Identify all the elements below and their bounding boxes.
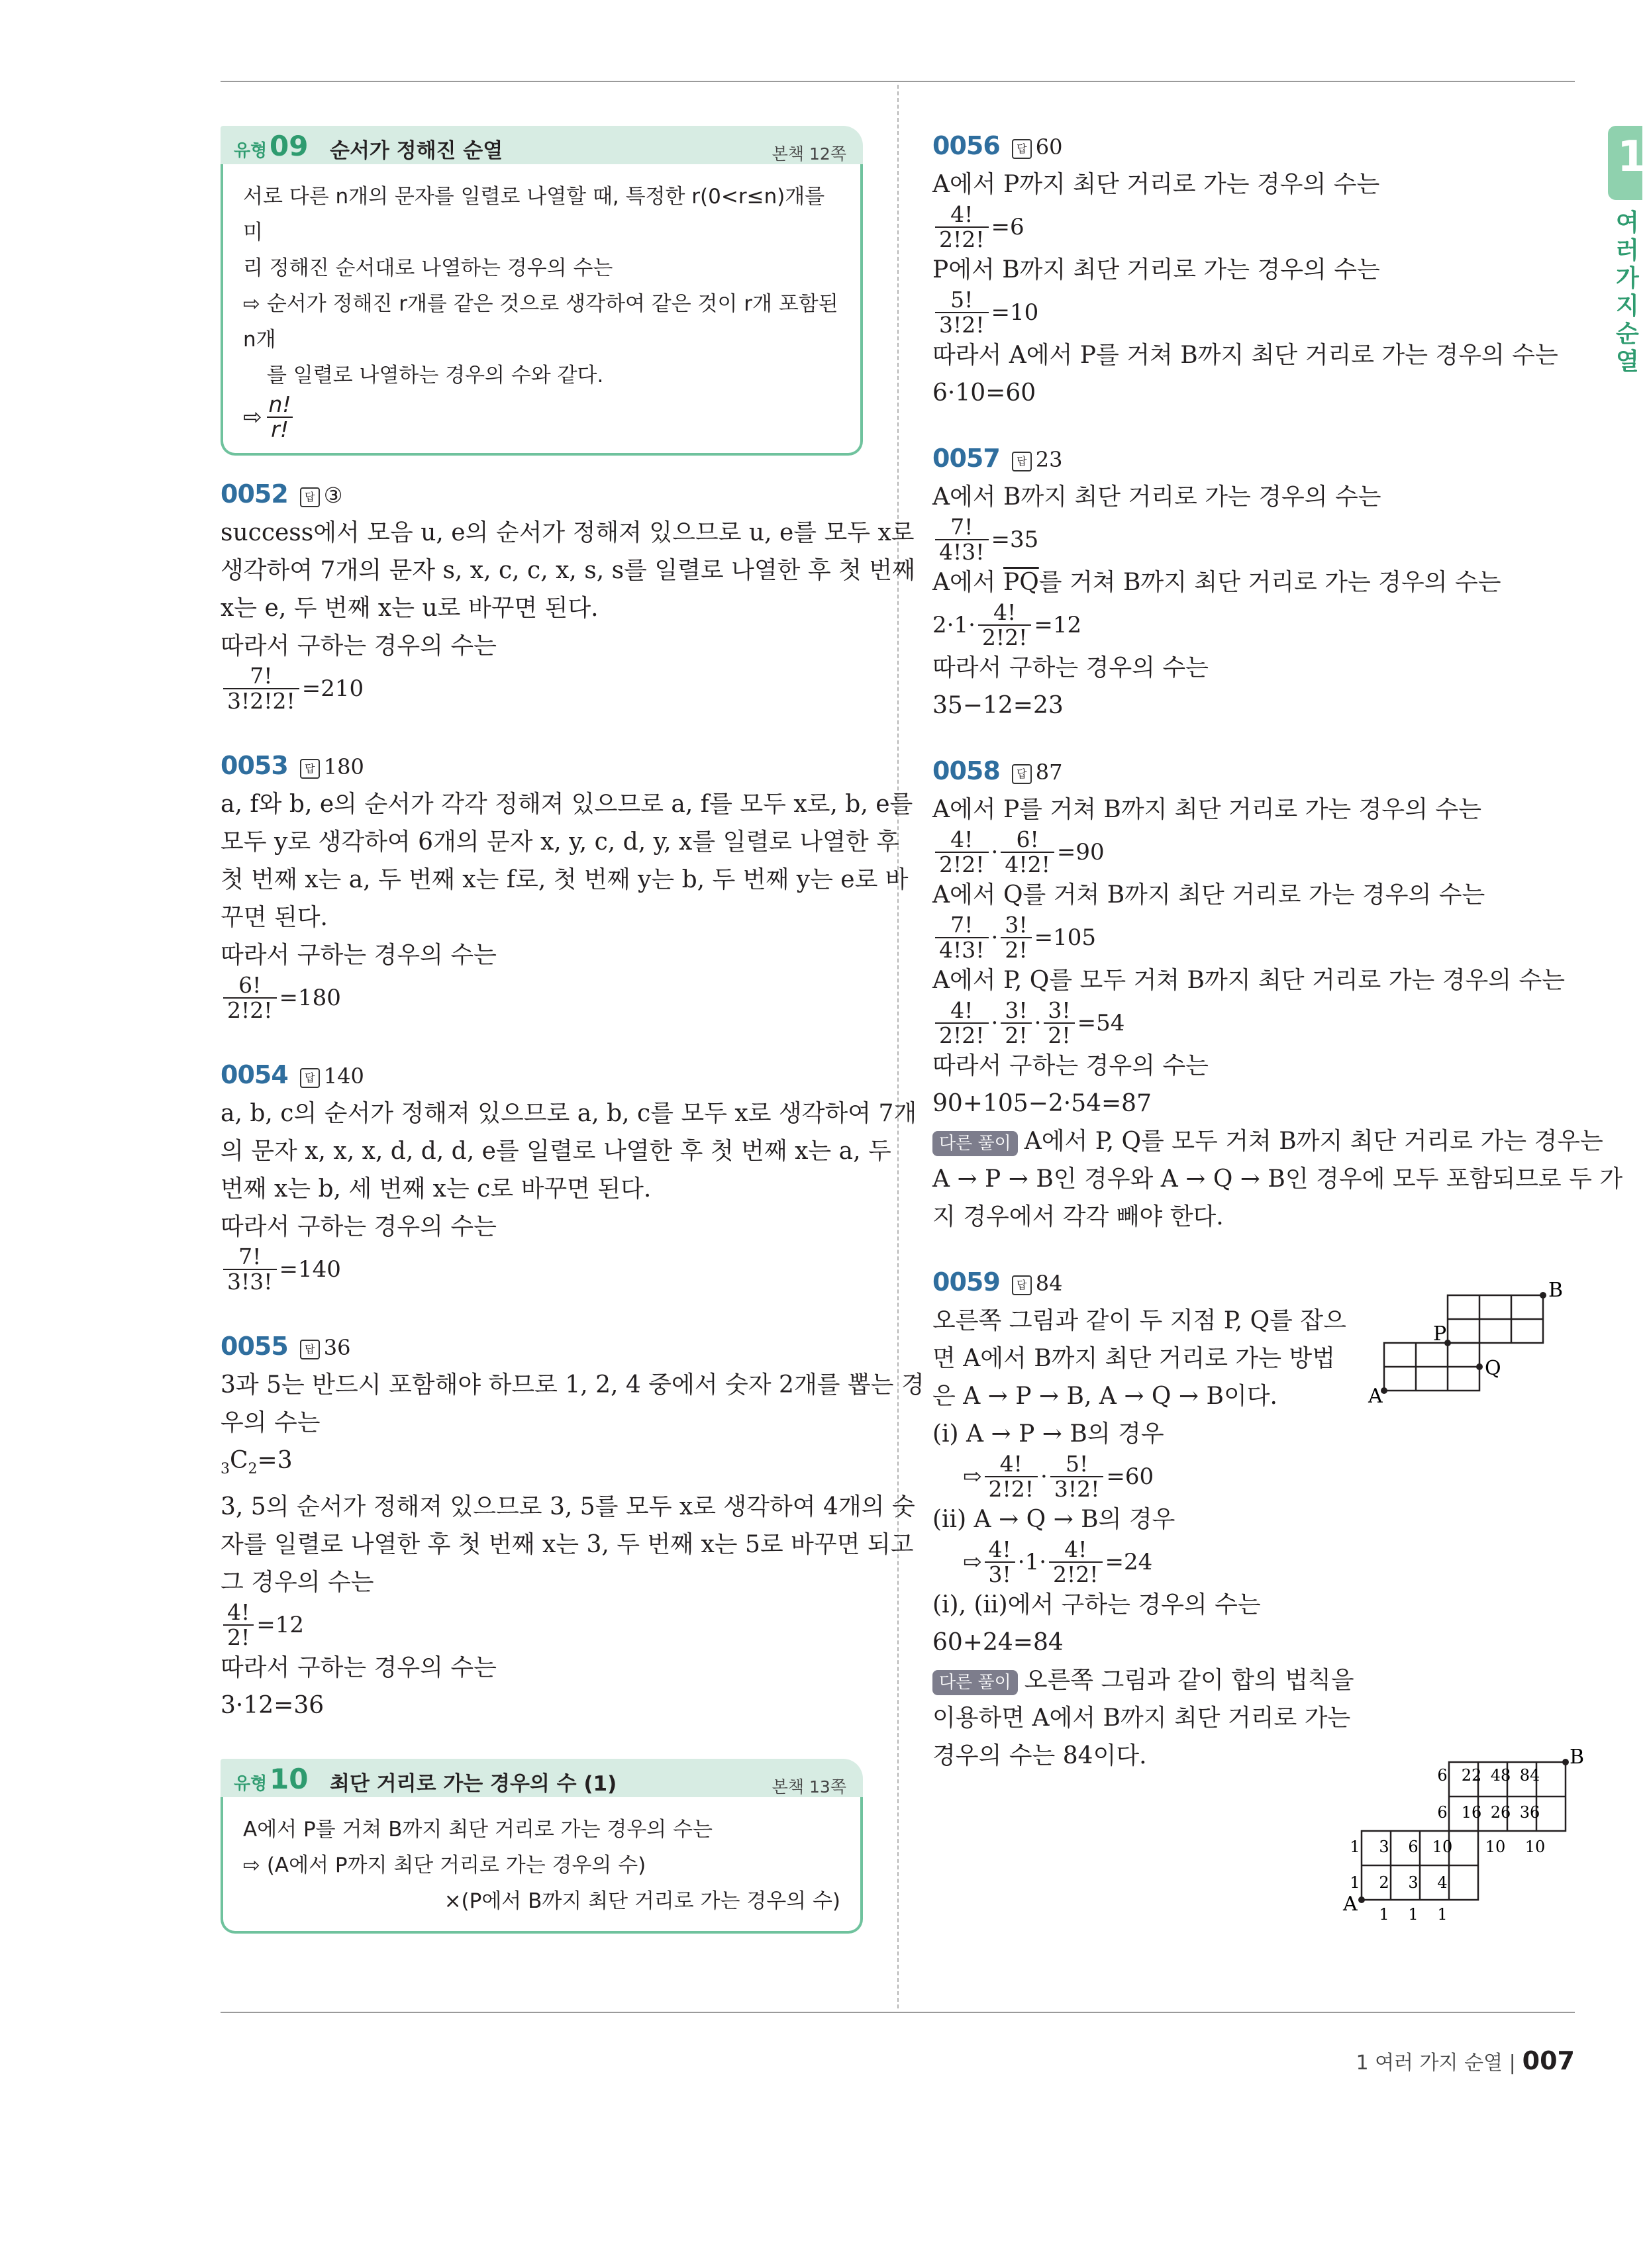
text-line: 따라서 구하는 경우의 수는 <box>221 1654 497 1682</box>
text-line: A에서 Q를 거쳐 B까지 최단 거리로 가는 경우의 수는 <box>932 881 1485 909</box>
text-span: A에서 P, Q를 모두 거쳐 B까지 최단 거리로 가는 경우는 <box>1024 1128 1603 1155</box>
text-line: (ⅰ), (ⅱ)에서 구하는 경우의 수는 <box>932 1591 1261 1618</box>
formula-result: =140 <box>279 1256 341 1283</box>
answer-icon: 답 <box>1012 139 1032 159</box>
frac-denominator: 3!2! <box>1050 1476 1104 1501</box>
frac-denominator: 2!2! <box>978 624 1032 650</box>
text-line <box>932 564 1578 601</box>
text-line: A에서 P까지 최단 거리로 가는 경우의 수는 <box>932 171 1380 198</box>
frac-denominator: 2! <box>223 1624 254 1650</box>
text-line: 생각하여 7개의 문자 s, x, c, c, x, s, s를 일렬로 나열한 후 첫 번째 <box>221 557 915 584</box>
type10-header <box>221 1759 863 1797</box>
answer-icon: 답 <box>1012 1275 1032 1295</box>
formula-result: =180 <box>279 984 341 1011</box>
point-b <box>1562 1759 1569 1765</box>
count-label: 6 <box>1437 1766 1448 1785</box>
count-label: 26 <box>1490 1803 1511 1822</box>
answer-icon: 답 <box>300 759 320 779</box>
count-label: 3 <box>1408 1873 1419 1892</box>
formula-result: =60 <box>1106 1463 1154 1490</box>
frac-denominator: 2!2! <box>935 1022 989 1048</box>
formula <box>221 974 863 1022</box>
answer-value: 87 <box>1035 760 1063 785</box>
text-line: 이용하면 A에서 B까지 최단 거리로 가는 <box>932 1704 1351 1732</box>
frac-numerator: 4! <box>1064 1536 1087 1562</box>
type-ref: 본책 13쪽 <box>772 1777 846 1797</box>
text-line: (ⅰ) A → P → B의 경우 <box>932 1420 1164 1448</box>
type09-formula <box>243 393 840 441</box>
frac-denominator: r! <box>267 417 293 442</box>
formula-result: =54 <box>1077 1009 1125 1036</box>
formula: ⇨ $\frac{4!}{2!2!}$ · $\frac{5!}{3!2!}$ =60 <box>963 1451 1154 1502</box>
comb-r: 2 <box>248 1461 258 1478</box>
frac-denominator: 4!3! <box>935 539 989 564</box>
answer-value: 23 <box>1035 447 1063 472</box>
formula-result: =10 <box>991 299 1039 326</box>
type10-line1: A에서 P를 거쳐 B까지 최단 거리로 가는 경우의 수는 <box>243 1818 713 1842</box>
frac-numerator: 4! <box>950 826 973 852</box>
type10-box <box>221 1797 863 1934</box>
answer-value: 180 <box>323 754 364 779</box>
text-line: (ⅱ) A → Q → B의 경우 <box>932 1506 1175 1533</box>
type-number: 10 <box>270 1763 309 1796</box>
chapter-tab <box>1608 126 1647 200</box>
frac-numerator: 7! <box>950 912 973 938</box>
point-q <box>1476 1363 1483 1370</box>
frac-numerator: 6! <box>1016 826 1039 852</box>
grid-figure-pq <box>1356 1279 1575 1454</box>
point-a <box>1358 1897 1365 1903</box>
frac-numerator: 4! <box>950 201 973 227</box>
frac-denominator: 3!2!2! <box>223 688 299 713</box>
answer-value: 36 <box>323 1335 351 1360</box>
arrow-icon: ⇨ <box>243 404 262 430</box>
count-label: 16 <box>1461 1803 1482 1822</box>
text-line: 따라서 A에서 P를 거쳐 B까지 최단 거리로 가는 경우의 수는 <box>932 342 1558 369</box>
alt-solution-badge: 다른 풀이 <box>932 1131 1018 1156</box>
count-label: 2 <box>1379 1873 1389 1892</box>
formula <box>932 601 1578 649</box>
bottom-rule <box>221 2012 1575 2013</box>
text-line: 따라서 구하는 경우의 수는 <box>221 632 497 660</box>
text-line: 의 문자 x, x, x, d, d, d, e를 일렬로 나열한 후 첫 번째 x는 a, 두 <box>221 1138 891 1165</box>
type-number: 09 <box>270 130 309 162</box>
text-line: 따라서 구하는 경우의 수는 <box>932 654 1209 681</box>
text-line: 오른쪽 그림과 같이 두 지점 P, Q를 잡으 <box>932 1307 1346 1334</box>
type09-line4: 를 일렬로 나열하는 경우의 수와 같다. <box>267 364 604 387</box>
combination <box>221 1442 863 1488</box>
answer-icon: 답 <box>1012 764 1032 784</box>
problem-0054 <box>221 1055 917 1295</box>
text-line: A에서 P, Q를 모두 거쳐 B까지 최단 거리로 가는 경우의 수는 <box>932 967 1566 994</box>
type10-line2: ⇨ (A에서 P까지 최단 거리로 가는 경우의 수) <box>243 1853 646 1878</box>
frac-numerator: 7! <box>238 1244 262 1269</box>
problem-0057 <box>932 438 1578 724</box>
text-line: 그 경우의 수는 <box>221 1569 374 1597</box>
alt-solution-badge: 다른 풀이 <box>932 1670 1018 1695</box>
count-label: 1 <box>1408 1905 1419 1924</box>
type-title: 최단 거리로 가는 경우의 수 (1) <box>330 1772 617 1797</box>
frac-denominator: 3!3! <box>223 1269 277 1294</box>
text-line: 3, 5의 순서가 정해져 있으므로 3, 5를 모두 x로 생각하여 4개의 숫 <box>221 1493 915 1521</box>
alt-solution <box>932 1661 1578 1699</box>
text-line: 3·12=36 <box>221 1692 324 1720</box>
formula <box>932 1538 1578 1586</box>
text-line: a, f와 b, e의 순서가 각각 정해져 있으므로 a, f를 모두 x로, b, e를 <box>221 791 913 818</box>
left-column <box>221 126 924 1934</box>
text-line: success에서 모음 u, e의 순서가 정해져 있으므로 u, e를 모두 x로 <box>221 519 915 546</box>
type09-line1: 서로 다른 n개의 문자를 일렬로 나열할 때, 특정한 r(0<r≤n)개를 미 <box>243 185 825 244</box>
point-b <box>1540 1292 1546 1299</box>
count-label: 4 <box>1437 1873 1448 1892</box>
formula-result: =12 <box>256 1611 305 1638</box>
frac-denominator: 2! <box>1044 1022 1074 1048</box>
label-b: B <box>1548 1279 1564 1302</box>
page-number: 007 <box>1522 2046 1575 2075</box>
label-a: A <box>1368 1385 1383 1408</box>
type-ref: 본책 12쪽 <box>772 144 846 164</box>
problem-number: 0053 <box>221 751 288 780</box>
type10-line3: ×(P에서 B까지 최단 거리로 가는 경우의 수) <box>444 1889 840 1914</box>
top-rule <box>221 81 1575 82</box>
frac-numerator: 5! <box>950 287 973 313</box>
count-label: 3 <box>1379 1838 1389 1856</box>
type09-line2: 리 정해진 순서대로 나열하는 경우의 수는 <box>243 256 613 280</box>
frac-numerator: 3! <box>1005 997 1028 1023</box>
type09-line3: ⇨ 순서가 정해진 r개를 같은 것으로 생각하여 같은 것이 r개 포함된 n개 <box>243 292 838 352</box>
formula-result: =105 <box>1034 924 1096 951</box>
grid-figure-counts <box>1336 1746 1585 1941</box>
frac-numerator: 4! <box>988 1536 1011 1562</box>
text-line: 번째 x는 b, 세 번째 x는 c로 바꾸면 된다. <box>221 1175 652 1203</box>
type-label: 유형 <box>234 141 268 161</box>
text-line: x는 e, 두 번째 x는 u로 바꾸면 된다. <box>221 595 599 622</box>
frac-denominator: 3! <box>985 1561 1015 1587</box>
type-title: 순서가 정해진 순열 <box>330 139 503 163</box>
formula-result: =90 <box>1056 838 1105 865</box>
comb-result: =3 <box>257 1447 293 1474</box>
frac-denominator: 2!2! <box>935 852 989 877</box>
frac-numerator: 7! <box>950 514 973 540</box>
answer-value: ③ <box>323 483 343 508</box>
label-p: P <box>1433 1322 1447 1346</box>
text-line: A에서 B까지 최단 거리로 가는 경우의 수는 <box>932 483 1381 511</box>
frac-denominator: 2!2! <box>1049 1561 1103 1587</box>
text-line: 따라서 구하는 경우의 수는 <box>221 1213 497 1240</box>
answer-icon: 답 <box>300 1340 320 1359</box>
frac-denominator: 2! <box>1001 1022 1031 1048</box>
text-line: 모두 y로 생각하여 6개의 문자 x, y, c, d, y, x를 일렬로 나열한 후 <box>221 828 899 856</box>
formula-prefix: 2·1· <box>932 611 975 638</box>
text-line: 따라서 구하는 경우의 수는 <box>221 942 497 969</box>
count-label: 10 <box>1524 1838 1546 1856</box>
text-span: A에서 <box>932 569 1003 596</box>
problem-0055 <box>221 1326 924 1724</box>
formula-result: =24 <box>1105 1548 1153 1575</box>
text-span: 를 거쳐 B까지 최단 거리로 가는 경우의 수는 <box>1038 569 1501 596</box>
text-line: 60+24=84 <box>932 1629 1064 1656</box>
problem-number: 0059 <box>932 1267 1000 1297</box>
problem-0053 <box>221 746 913 1023</box>
frac-numerator: 4! <box>950 997 973 1023</box>
problem-number: 0056 <box>932 131 1000 160</box>
problem-number: 0052 <box>221 479 288 509</box>
text-line: 면 A에서 B까지 최단 거리로 가는 방법 <box>932 1345 1335 1372</box>
text-line: 90+105−2·54=87 <box>932 1090 1152 1117</box>
formula: $\frac{7!}{4!3!}$ · $\frac{3!}{2!}$ =105 <box>932 914 1578 961</box>
comb-n: 3 <box>221 1461 230 1478</box>
formula: $\frac{4!}{2!2!}$ · $\frac{6!}{4!2!}$ =90 <box>932 828 1578 876</box>
problem-number: 0057 <box>932 444 1000 473</box>
text-line: 꾸면 된다. <box>221 904 328 931</box>
answer-value: 60 <box>1035 134 1063 160</box>
text-line: 은 A → P → B, A → Q → B이다. <box>932 1383 1277 1410</box>
frac-denominator: 3!2! <box>935 312 989 337</box>
text-line: 따라서 구하는 경우의 수는 <box>932 1052 1209 1079</box>
label-q: Q <box>1485 1357 1501 1380</box>
frac-denominator: 4!2! <box>1001 852 1054 877</box>
formula <box>221 1601 863 1649</box>
text-line: 35−12=23 <box>932 692 1064 719</box>
count-label: 6 <box>1408 1838 1419 1856</box>
frac-numerator: n! <box>268 391 291 417</box>
count-label: 1 <box>1379 1905 1389 1924</box>
count-label: 6 <box>1437 1803 1448 1822</box>
count-label: 10 <box>1432 1838 1453 1856</box>
problem-number: 0055 <box>221 1332 288 1361</box>
formula: $\frac{4!}{2!2!}$ · $\frac{3!}{2!}$ · $\frac{3!}{2!}$ =54 <box>932 999 1578 1047</box>
formula-result: =210 <box>301 675 364 702</box>
comb-c: C <box>230 1447 248 1474</box>
problem-0058 <box>932 751 1623 1236</box>
count-label: 36 <box>1519 1803 1540 1822</box>
type09-box <box>221 164 863 456</box>
formula-result: =35 <box>991 526 1039 553</box>
formula-mid: ·1· <box>1017 1548 1047 1575</box>
problem-0052 <box>221 474 915 714</box>
frac-numerator: 5! <box>1065 1451 1089 1477</box>
frac-denominator: 2!2! <box>223 997 277 1022</box>
frac-denominator: 2!2! <box>935 226 989 252</box>
text-span: 오른쪽 그림과 같이 합의 법칙을 <box>1024 1667 1354 1694</box>
alt-solution <box>932 1122 1603 1160</box>
formula-result: =12 <box>1034 611 1082 638</box>
frac-numerator: 6! <box>238 972 262 998</box>
answer-value: 84 <box>1035 1271 1063 1296</box>
right-column <box>932 126 1623 1924</box>
chapter-title: 여러 가지 순열 <box>1616 209 1639 375</box>
footer-section: 1 여러 가지 순열 | <box>1356 2051 1516 2075</box>
type09-header <box>221 126 863 164</box>
segment-pq: $\overline{PQ}$ <box>1003 569 1039 596</box>
answer-icon: 답 <box>300 1068 320 1088</box>
count-label: 1 <box>1437 1905 1448 1924</box>
count-label: 10 <box>1485 1838 1506 1856</box>
count-label: 1 <box>1350 1838 1360 1856</box>
column-divider <box>897 85 899 2008</box>
frac-denominator: 2! <box>1001 937 1031 962</box>
answer-value: 140 <box>323 1063 364 1089</box>
frac-numerator: 4! <box>999 1451 1023 1477</box>
frac-numerator: 4! <box>227 1599 250 1626</box>
formula <box>221 665 863 713</box>
chapter-number: 1 <box>1617 132 1647 181</box>
formula-result: =6 <box>991 213 1024 240</box>
text-line: 우의 수는 <box>221 1409 321 1436</box>
label-b: B <box>1570 1746 1585 1769</box>
text-line: A → P → B인 경우와 A → Q → B인 경우에 모두 포함되므로 두 가 <box>932 1165 1623 1193</box>
type-label: 유형 <box>234 1774 268 1795</box>
arrow-icon: ⇨ <box>963 1548 982 1575</box>
formula <box>932 516 1578 564</box>
frac-numerator: 3! <box>1048 997 1071 1023</box>
count-label: 84 <box>1519 1766 1540 1785</box>
count-label: 48 <box>1490 1766 1511 1785</box>
answer-icon: 답 <box>300 487 320 507</box>
frac-numerator: 3! <box>1005 912 1028 938</box>
text-line: 자를 일렬로 나열한 후 첫 번째 x는 3, 두 번째 x는 5로 바꾸면 되고 <box>221 1531 914 1559</box>
count-label: 1 <box>1350 1873 1360 1892</box>
text-line: a, b, c의 순서가 정해져 있으므로 a, b, c를 모두 x로 생각하여 7개 <box>221 1100 917 1127</box>
text-line: 지 경우에서 각각 빼야 한다. <box>932 1203 1224 1230</box>
label-a: A <box>1343 1893 1358 1916</box>
text-line: 첫 번째 x는 a, 두 번째 x는 f로, 첫 번째 y는 b, 두 번째 y는 e로 바 <box>221 866 909 893</box>
page-footer <box>1356 2046 1575 2075</box>
text-line: 3과 5는 반드시 포함해야 하므로 1, 2, 4 중에서 숫자 2개를 뽑는 경 <box>221 1371 924 1399</box>
problem-number: 0054 <box>221 1060 288 1089</box>
frac-denominator: 4!3! <box>935 937 989 962</box>
text-line: P에서 B까지 최단 거리로 가는 경우의 수는 <box>932 256 1380 283</box>
formula <box>932 289 1578 336</box>
problem-0056 <box>932 126 1578 412</box>
count-label: 22 <box>1461 1766 1482 1785</box>
answer-icon: 답 <box>1012 452 1032 471</box>
frac-numerator: 4! <box>993 599 1017 625</box>
text-line: 경우의 수는 84이다. <box>932 1742 1147 1769</box>
text-line: 6·10=60 <box>932 379 1036 407</box>
problem-0059 <box>932 1262 1585 1924</box>
frac-denominator: 2!2! <box>985 1476 1038 1501</box>
formula <box>932 203 1578 251</box>
formula <box>221 1246 863 1293</box>
frac-numerator: 7! <box>250 663 273 689</box>
arrow-icon: ⇨ <box>963 1463 982 1490</box>
text-line: A에서 P를 거쳐 B까지 최단 거리로 가는 경우의 수는 <box>932 796 1481 823</box>
problem-number: 0058 <box>932 756 1000 785</box>
